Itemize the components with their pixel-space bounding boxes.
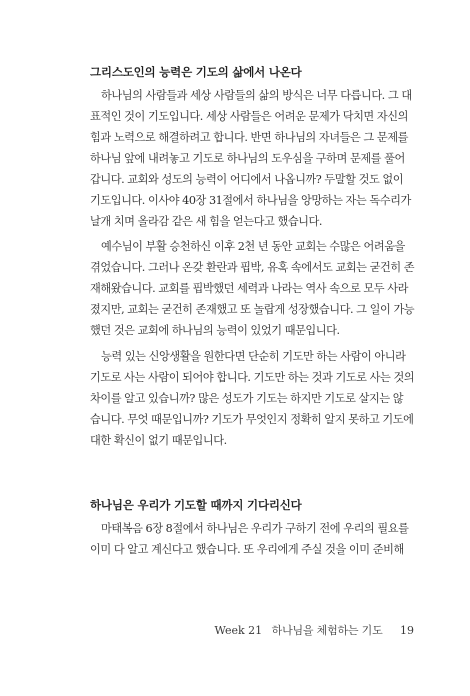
footer-week: Week 21 (214, 624, 263, 637)
paragraph-line: 기도로 사는 사람이 되어야 합니다. 기도만 하는 것과 기도로 사는 것의 (90, 371, 415, 384)
paragraph-line: 하나님 앞에 내려놓고 기도로 하나님의 도우심을 구하며 문제를 풀어 (90, 152, 405, 165)
paragraph-line: 표적인 것이 기도입니다. 세상 사람들은 어려운 문제가 닥치면 자신의 (90, 110, 408, 123)
paragraph-line: 졌지만, 교회는 굳건히 존재했고 또 놀랍게 성장했습니다. 그 일이 가능 (90, 303, 415, 316)
paragraph-line: 차이를 알고 있습니까? 많은 성도가 기도는 하지만 기도로 살지는 않 (90, 392, 404, 405)
footer-book-title: 하나님을 체험하는 기도 (271, 624, 383, 637)
paragraph-line: 이미 다 알고 계신다고 했습니다. 또 우리에게 주실 것을 이미 준비해 (90, 543, 404, 556)
section-heading: 하나님은 우리가 기도할 때까지 기다리신다 (90, 498, 302, 512)
paragraph-line: 능력 있는 신앙생활을 원한다면 단순히 기도만 하는 사람이 아니라 (101, 350, 406, 363)
paragraph-line: 날개 치며 올라감 같은 새 힘을 얻는다고 했습니다. (90, 215, 322, 228)
page-footer (215, 622, 414, 638)
paragraph-line: 갑니다. 교회와 성도의 능력이 어디에서 나옵니까? 두말할 것도 없이 (90, 173, 404, 186)
paragraph-line: 마태복음 6장 8절에서 하나님은 우리가 구하기 전에 우리의 필요를 (101, 522, 409, 535)
page-number: 19 (400, 624, 414, 637)
paragraph-line: 예수님이 부활 승천하신 이후 2천 년 동안 교회는 수많은 어려움을 (101, 240, 405, 253)
paragraph-line: 했던 것은 교회에 하나님의 능력이 있었기 때문입니다. (90, 324, 340, 337)
paragraph-line: 습니다. 무엇 때문입니까? 기도가 무엇인지 정확히 알지 못하고 기도에 (90, 413, 414, 426)
section-heading: 그리스도인의 능력은 기도의 삶에서 나온다 (90, 65, 302, 79)
paragraph-line: 대한 확신이 없기 때문입니다. (90, 434, 227, 447)
paragraph-line: 기도입니다. 이사야 40장 31절에서 하나님을 앙망하는 자는 독수리가 (90, 194, 411, 207)
paragraph-line: 재해왔습니다. 교회를 핍박했던 세력과 나라는 역사 속으로 모두 사라 (90, 282, 408, 295)
paragraph-line: 힘과 노력으로 해결하려고 합니다. 반면 하나님의 자녀들은 그 문제를 (90, 131, 408, 144)
paragraph-line: 겪었습니다. 그러나 온갖 환란과 핍박, 유혹 속에서도 교회는 굳건히 존 (90, 261, 415, 274)
paragraph-line: 하나님의 사람들과 세상 사람들의 삶의 방식은 너무 다릅니다. 그 대 (101, 89, 412, 102)
